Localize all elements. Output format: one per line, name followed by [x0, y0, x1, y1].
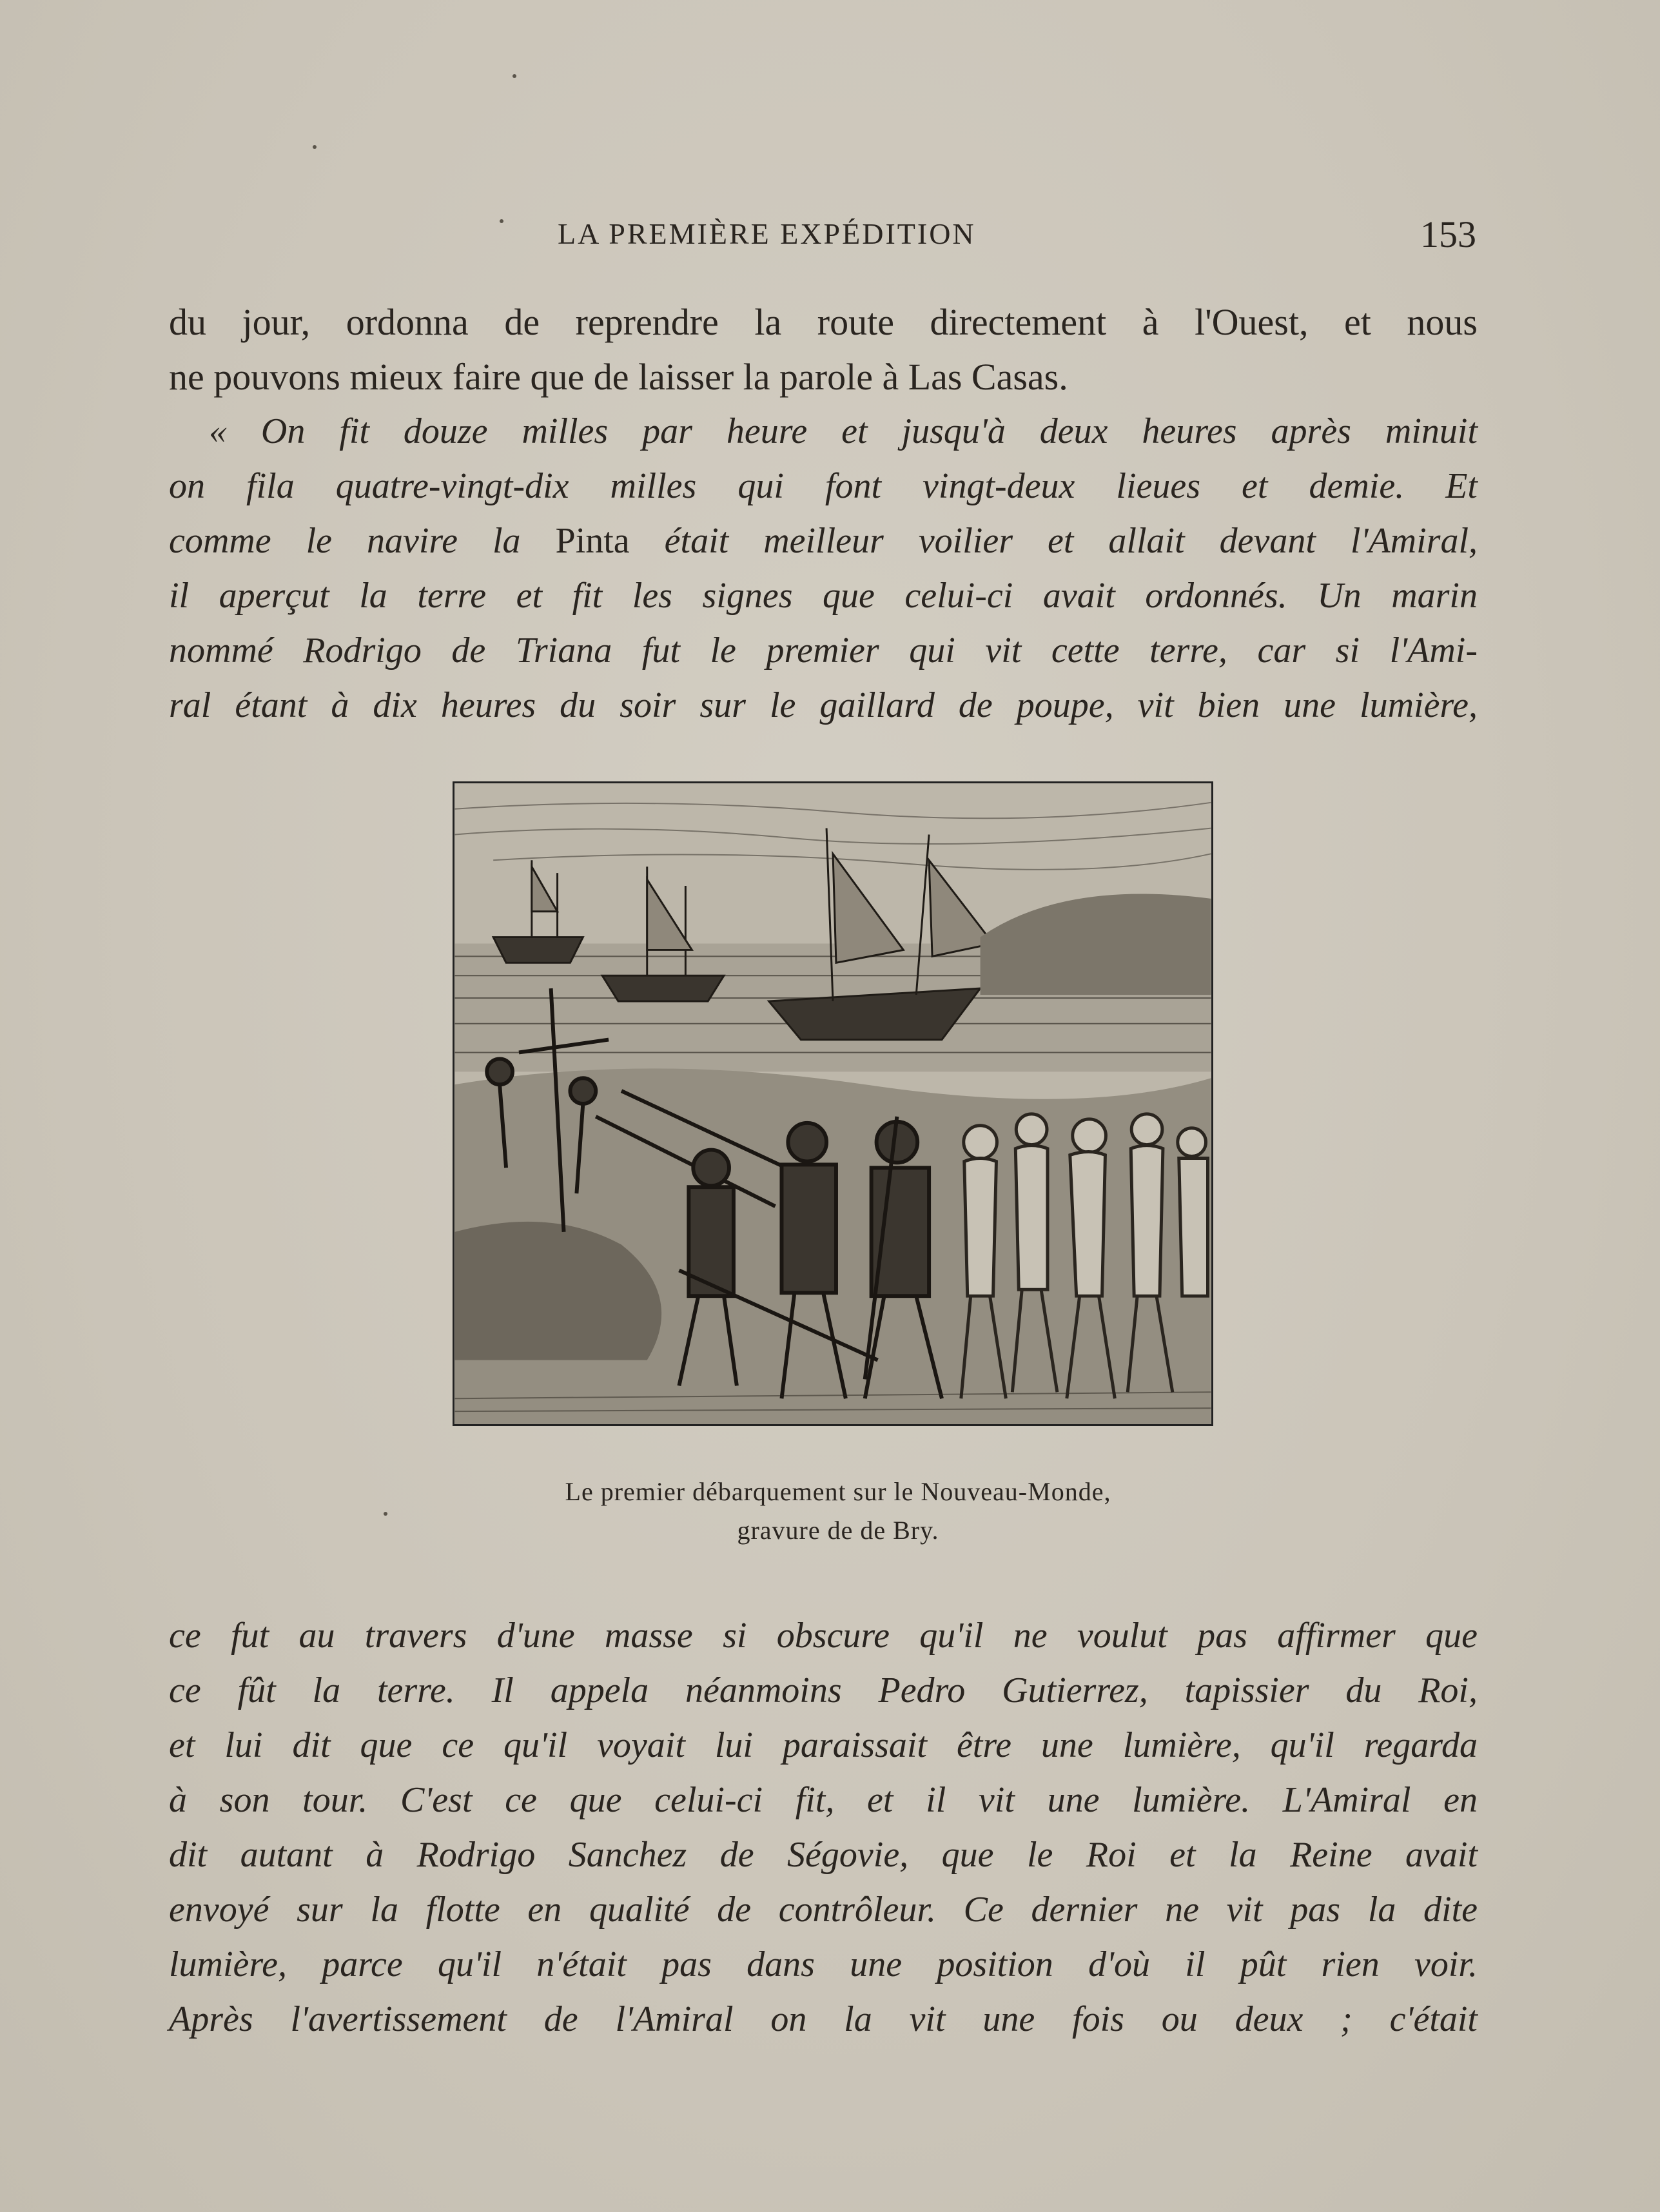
text-line: on fila quatre-vingt-dix milles qui font vingt-deux lieues et demie. Et: [169, 466, 1478, 506]
text-line: ral étant à dix heures du soir sur le gaillard de poupe, vit bien une lumière,: [169, 685, 1478, 725]
text-line: et lui dit que ce qu'il voyait lui paraissait être une lumière, qu'il regarda: [169, 1725, 1478, 1765]
text-segment: était meilleur voilier et allait devant l'Amiral,: [664, 521, 1478, 561]
paragraph-2-quote: [169, 404, 1478, 733]
figure-caption-line: gravure de de Bry.: [737, 1516, 939, 1545]
text-line: dit autant à Rodrigo Sanchez de Ségovie, que le Roi et la Reine avait: [169, 1835, 1478, 1875]
text-line: ne pouvons mieux faire que de laisser la parole à Las Casas.: [169, 356, 1068, 398]
paper-speck: [513, 74, 516, 78]
text-line: Après l'avertissement de l'Amiral on la vit une fois ou deux ; c'était: [169, 1999, 1478, 2039]
text-segment: comme le navire la: [169, 521, 521, 561]
text-line: [169, 514, 1478, 569]
running-title: LA PREMIÈRE EXPÉDITION: [558, 217, 976, 250]
text-line: « On fit douze milles par heure et jusqu'à deux heures après minuit: [209, 411, 1478, 451]
paper-speck: [313, 145, 317, 149]
page-header: [168, 213, 1476, 264]
text-line: ce fut au travers d'une masse si obscure qu'il ne voulut pas affirmer que: [169, 1616, 1478, 1656]
text-line: du jour, ordonna de reprendre la route directement à l'Ouest, et nous: [169, 301, 1478, 343]
ship-name: Pinta: [555, 521, 630, 561]
text-line: lumière, parce qu'il n'était pas dans une position d'où il pût rien voir.: [169, 1944, 1478, 1984]
engraving-landing-scene: [454, 783, 1211, 1424]
text-line: à son tour. C'est ce que celui-ci fit, et il vit une lumière. L'Amiral en: [169, 1780, 1478, 1820]
engraving-illustration: [453, 781, 1213, 1426]
text-line: il aperçut la terre et fit les signes que celui-ci avait ordonnés. Un marin: [169, 576, 1478, 616]
figure-caption-line: Le premier débarquement sur le Nouveau-Monde,: [565, 1477, 1111, 1506]
text-line: ce fût la terre. Il appela néanmoins Pedro Gutierrez, tapissier du Roi,: [169, 1670, 1478, 1710]
text-line: envoyé sur la flotte en qualité de contrôleur. Ce dernier ne vit pas la dite: [169, 1890, 1478, 1930]
paragraph-1: [169, 295, 1478, 404]
paragraph-3-quote: [169, 1609, 1478, 2047]
page-number: 153: [1420, 213, 1476, 255]
text-line: nommé Rodrigo de Triana fut le premier qui vit cette terre, car si l'Ami-: [169, 631, 1478, 670]
